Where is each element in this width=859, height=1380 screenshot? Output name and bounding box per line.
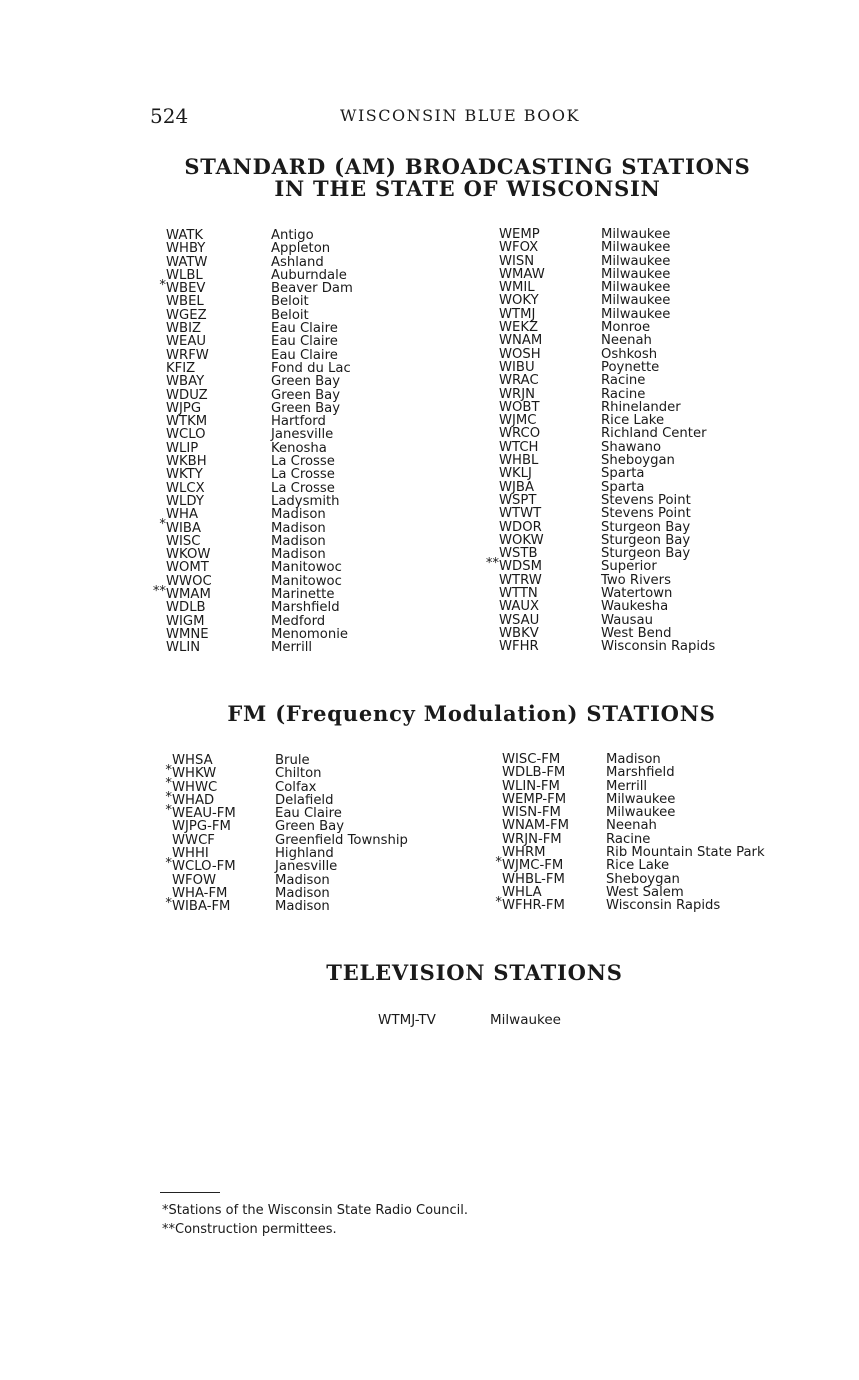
station-call-sign: * WHKW bbox=[165, 766, 217, 792]
station-city: Sturgeon Bay bbox=[601, 519, 691, 535]
station-city: Chilton bbox=[275, 766, 322, 782]
station-city: Ashland bbox=[271, 254, 324, 270]
station-call-sign: WISN-FM bbox=[502, 805, 561, 821]
am-right-city-column bbox=[601, 228, 715, 654]
am-left-city-column bbox=[271, 229, 353, 655]
station-call-sign: * WHHI bbox=[165, 846, 209, 872]
station-city: Neenah bbox=[601, 333, 652, 349]
station-call-sign: WLIN bbox=[166, 640, 201, 656]
station-call-sign: WEMP bbox=[499, 227, 540, 242]
station-city: Beaver Dam bbox=[271, 281, 353, 297]
station-city: Milwaukee bbox=[601, 293, 671, 309]
station-call-sign: WRAC bbox=[499, 373, 539, 389]
station-call-sign: WBEL bbox=[166, 294, 204, 310]
station-city: Greenfield Township bbox=[275, 832, 408, 848]
running-title: WISCONSIN BLUE BOOK bbox=[340, 106, 580, 125]
station-city: Eau Claire bbox=[271, 334, 338, 350]
station-call-sign: WBEV bbox=[166, 281, 206, 297]
station-call-sign: WMAM bbox=[166, 587, 211, 603]
station-city: Stevens Point bbox=[601, 506, 691, 522]
station-call-sign: WDLB bbox=[166, 600, 206, 616]
station-city: West Salem bbox=[606, 884, 684, 900]
station-call-sign: WSAU bbox=[499, 612, 540, 628]
station-city: Menomonie bbox=[271, 626, 348, 642]
station-city: Sturgeon Bay bbox=[601, 546, 691, 562]
station-city: Ladysmith bbox=[271, 493, 340, 509]
station-city: Beloit bbox=[271, 294, 309, 310]
station-city: West Bend bbox=[601, 625, 672, 641]
station-call-sign: WTRW bbox=[499, 572, 542, 588]
station-call-sign: WCLO-FM bbox=[172, 859, 236, 875]
station-call-sign: * WHAD bbox=[165, 792, 215, 818]
station-call-sign: WOBT bbox=[499, 399, 540, 415]
station-call-sign: WFHR-FM bbox=[502, 898, 565, 914]
station-call-sign: WISC-FM bbox=[502, 752, 561, 767]
station-city: Sparta bbox=[601, 466, 645, 482]
station-city: Brule bbox=[275, 753, 310, 768]
station-city: Sheboygan bbox=[601, 453, 675, 469]
station-city: Milwaukee bbox=[601, 227, 671, 242]
footnote-double-asterisk: **Construction permittees. bbox=[162, 1222, 337, 1237]
station-city: Merrill bbox=[606, 778, 648, 794]
footnote-single-asterisk: *Stations of the Wisconsin State Radio Council. bbox=[162, 1203, 469, 1218]
station-city: Rhinelander bbox=[601, 399, 681, 415]
am-right-call-column bbox=[485, 227, 545, 655]
station-city: Milwaukee bbox=[601, 280, 671, 296]
station-call-sign: * WHLA bbox=[495, 884, 542, 910]
station-call-sign: ** WSTB bbox=[485, 546, 538, 572]
station-city: Kenosha bbox=[271, 440, 327, 456]
station-call-sign: WIBA-FM bbox=[172, 899, 231, 915]
station-city: Rib Mountain State Park bbox=[606, 845, 765, 861]
station-call-sign: WJPG bbox=[166, 400, 202, 416]
station-city: Hartford bbox=[271, 414, 326, 430]
station-call-sign: * WHA-FM bbox=[165, 885, 228, 911]
station-call-sign: WEMP-FM bbox=[502, 791, 567, 807]
station-call-sign: WTWT bbox=[499, 506, 542, 522]
station-city: Beloit bbox=[271, 307, 309, 323]
station-call-sign: WLCX bbox=[166, 480, 205, 496]
station-city: Madison bbox=[275, 872, 330, 888]
station-call-sign: WKBH bbox=[166, 454, 207, 470]
station-call-sign: WSPT bbox=[499, 492, 537, 508]
station-city: Poynette bbox=[601, 359, 660, 375]
station-call-sign: WEAU bbox=[166, 334, 207, 350]
tv-section-title: TELEVISION STATIONS bbox=[326, 960, 623, 985]
station-city: Eau Claire bbox=[271, 347, 338, 363]
fm-left-call-column bbox=[165, 753, 236, 915]
station-city: Marshfield bbox=[606, 765, 675, 781]
station-call-sign: WLDY bbox=[166, 493, 204, 509]
station-city: Colfax bbox=[275, 779, 317, 795]
station-city: Green Bay bbox=[275, 819, 345, 835]
station-city: Green Bay bbox=[271, 400, 341, 416]
am-left-call-column bbox=[152, 228, 212, 656]
station-city: Two Rivers bbox=[601, 572, 671, 588]
station-call-sign: WEAU-FM bbox=[172, 806, 236, 822]
am-title-line2: IN THE STATE OF WISCONSIN bbox=[274, 176, 661, 201]
fm-section-title: FM (Frequency Modulation) STATIONS bbox=[227, 701, 716, 726]
station-city: Monroe bbox=[601, 320, 651, 336]
station-call-sign: WDUZ bbox=[166, 387, 208, 403]
station-call-sign: * WLBL bbox=[159, 267, 203, 293]
station-city: Rice Lake bbox=[606, 858, 670, 874]
station-call-sign: WOMT bbox=[166, 560, 209, 576]
station-call-sign: WTCH bbox=[499, 439, 539, 455]
footnote-rule bbox=[160, 1192, 220, 1193]
station-call-sign: KFIZ bbox=[166, 360, 196, 376]
station-city: Janesville bbox=[275, 859, 338, 875]
station-call-sign: WLIN-FM bbox=[502, 778, 560, 794]
tv-call-sign: WTMJ-TV bbox=[378, 1012, 436, 1028]
station-call-sign: WKOW bbox=[166, 547, 211, 563]
station-city: Marshfield bbox=[271, 600, 340, 616]
station-call-sign: WEKZ bbox=[499, 320, 539, 336]
station-city: Oshkosh bbox=[601, 346, 658, 362]
station-call-sign: WHBY bbox=[166, 241, 206, 257]
station-call-sign: WMAW bbox=[499, 266, 545, 282]
station-city: Marinette bbox=[271, 587, 335, 603]
station-city: Racine bbox=[606, 831, 651, 847]
station-call-sign: WISC bbox=[166, 533, 201, 549]
station-city: Shawano bbox=[601, 439, 662, 455]
station-call-sign: WJMC bbox=[499, 413, 537, 429]
station-city: Madison bbox=[271, 520, 326, 536]
station-call-sign: WMNE bbox=[166, 626, 209, 642]
am-section-title bbox=[38, 156, 859, 200]
station-call-sign: WTMJ bbox=[499, 306, 536, 322]
footnotes bbox=[162, 1201, 468, 1239]
station-city: Neenah bbox=[606, 818, 657, 834]
station-city: Madison bbox=[271, 507, 326, 523]
station-city: Appleton bbox=[271, 241, 331, 257]
station-city: Green Bay bbox=[271, 387, 341, 403]
station-call-sign: WFHR bbox=[499, 639, 539, 655]
station-city: Milwaukee bbox=[606, 791, 676, 807]
station-call-sign: WNAM bbox=[499, 333, 543, 349]
station-call-sign: WKTY bbox=[166, 467, 203, 483]
station-city: Janesville bbox=[271, 427, 334, 443]
station-call-sign: WWCF bbox=[172, 832, 215, 848]
station-call-sign: * WHRM bbox=[495, 845, 546, 871]
station-call-sign: WNAM-FM bbox=[502, 818, 570, 834]
station-city: La Crosse bbox=[271, 454, 335, 470]
station-call-sign: WDSM bbox=[499, 559, 542, 575]
station-call-sign: WHBL bbox=[499, 453, 539, 469]
station-call-sign: WJBA bbox=[499, 479, 534, 495]
station-call-sign: * WHA bbox=[159, 507, 198, 533]
station-city: Green Bay bbox=[271, 374, 341, 390]
tv-station-row bbox=[378, 1012, 561, 1028]
station-city: Madison bbox=[271, 533, 326, 549]
station-call-sign: WAUX bbox=[499, 599, 540, 615]
station-call-sign: WIBA bbox=[166, 520, 201, 536]
station-call-sign: WATW bbox=[166, 254, 208, 270]
station-call-sign: WRFW bbox=[166, 347, 209, 363]
station-call-sign: WBAY bbox=[166, 374, 205, 390]
page-header bbox=[150, 104, 710, 130]
station-city: Milwaukee bbox=[601, 240, 671, 256]
tv-city: Milwaukee bbox=[490, 1012, 561, 1028]
station-call-sign: * WHSA bbox=[165, 753, 213, 778]
station-city: Highland bbox=[275, 846, 334, 862]
station-call-sign: WOSH bbox=[499, 346, 541, 362]
station-call-sign: WJMC-FM bbox=[502, 858, 564, 874]
station-city: La Crosse bbox=[271, 467, 335, 483]
station-city: Superior bbox=[601, 559, 657, 575]
station-city: Merrill bbox=[271, 640, 313, 656]
station-call-sign: ** WWOC bbox=[152, 573, 212, 599]
station-city: Rice Lake bbox=[601, 413, 665, 429]
station-city: Wisconsin Rapids bbox=[601, 639, 716, 655]
station-city: Racine bbox=[601, 386, 646, 402]
station-call-sign: WDLB-FM bbox=[502, 765, 566, 781]
station-city: Madison bbox=[275, 885, 330, 901]
station-city: Fond du Lac bbox=[271, 360, 351, 376]
station-city: Manitowoc bbox=[271, 560, 342, 576]
station-call-sign: WTTN bbox=[499, 586, 538, 602]
station-call-sign: WOKW bbox=[499, 532, 544, 548]
station-call-sign: WGEZ bbox=[166, 307, 207, 323]
station-call-sign: WRCO bbox=[499, 426, 541, 442]
station-city: Richland Center bbox=[601, 426, 707, 442]
station-call-sign: WKLJ bbox=[499, 466, 532, 482]
fm-left-city-column bbox=[275, 754, 408, 914]
station-city: Stevens Point bbox=[601, 492, 691, 508]
station-call-sign: WBKV bbox=[499, 625, 539, 641]
station-city: Milwaukee bbox=[606, 805, 676, 821]
station-call-sign: WRJN-FM bbox=[502, 831, 562, 847]
station-call-sign: WFOW bbox=[172, 872, 217, 888]
station-city: La Crosse bbox=[271, 480, 335, 496]
station-city: Antigo bbox=[271, 228, 314, 243]
station-call-sign: WLIP bbox=[166, 440, 199, 456]
station-call-sign: WIGM bbox=[166, 613, 205, 629]
station-call-sign: WTKM bbox=[166, 414, 208, 430]
fm-right-city-column bbox=[606, 753, 765, 913]
station-city: Madison bbox=[275, 899, 330, 915]
station-city: Medford bbox=[271, 613, 326, 629]
station-city: Wisconsin Rapids bbox=[606, 898, 721, 914]
station-city: Auburndale bbox=[271, 267, 347, 283]
station-call-sign: WATK bbox=[166, 228, 204, 243]
page-number: 524 bbox=[150, 104, 189, 128]
station-city: Waukesha bbox=[601, 599, 669, 615]
station-call-sign: WHBL-FM bbox=[502, 871, 565, 887]
station-city: Eau Claire bbox=[271, 321, 338, 337]
station-call-sign: WOKY bbox=[499, 293, 539, 309]
station-city: Milwaukee bbox=[601, 266, 671, 282]
station-city: Madison bbox=[606, 752, 661, 767]
station-call-sign: WCLO bbox=[166, 427, 206, 443]
station-call-sign: WRJN bbox=[499, 386, 535, 402]
station-city: Milwaukee bbox=[601, 306, 671, 322]
station-city: Sturgeon Bay bbox=[601, 532, 691, 548]
station-call-sign: WJPG-FM bbox=[172, 819, 231, 835]
station-city: Watertown bbox=[601, 586, 673, 602]
station-city: Sheboygan bbox=[606, 871, 680, 887]
station-city: Racine bbox=[601, 373, 646, 389]
station-call-sign: WISN bbox=[499, 253, 535, 269]
station-city: Manitowoc bbox=[271, 573, 342, 589]
station-call-sign: * WHWC bbox=[165, 779, 218, 805]
station-call-sign: WFOX bbox=[499, 240, 539, 256]
station-city: Delafield bbox=[275, 792, 334, 808]
station-call-sign: WMIL bbox=[499, 280, 535, 296]
fm-right-call-column bbox=[495, 752, 570, 914]
station-city: Madison bbox=[271, 547, 326, 563]
station-city: Wausau bbox=[601, 612, 653, 628]
station-city: Sparta bbox=[601, 479, 645, 495]
station-call-sign: WIBU bbox=[499, 359, 535, 375]
station-city: Milwaukee bbox=[601, 253, 671, 269]
am-title-line1: STANDARD (AM) BROADCASTING STATIONS bbox=[184, 154, 751, 179]
station-call-sign: WBIZ bbox=[166, 321, 202, 337]
station-call-sign: WDOR bbox=[499, 519, 542, 535]
station-city: Eau Claire bbox=[275, 806, 342, 822]
